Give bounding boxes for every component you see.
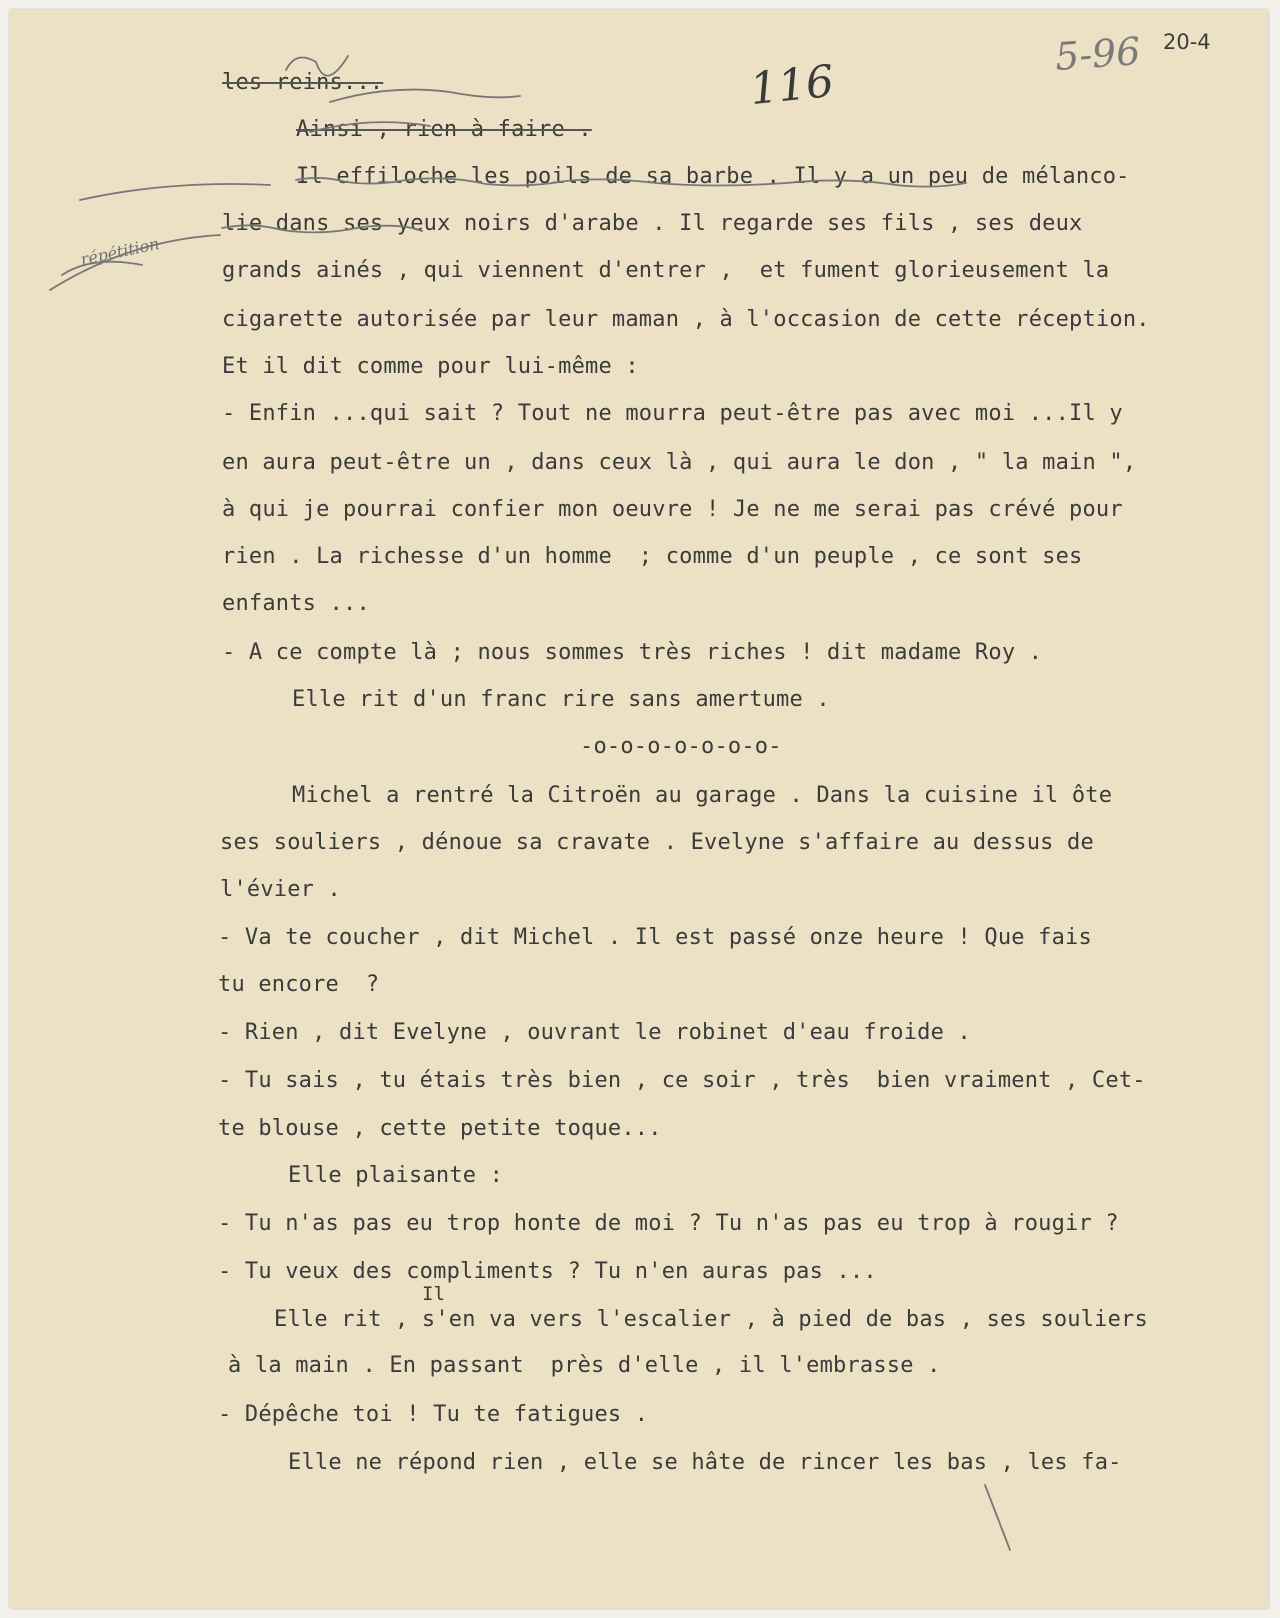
page-number: 20-4 xyxy=(1163,30,1211,54)
text-line: ses souliers , dénoue sa cravate . Evelyne s'affaire au dessus de xyxy=(220,830,1094,855)
text-line: - Enfin ...qui sait ? Tout ne mourra peut-être pas avec moi ...Il y xyxy=(222,401,1123,426)
typescript-page xyxy=(10,10,1268,1608)
margin-note: répétition xyxy=(78,233,161,270)
folio-handwritten: 5-96 xyxy=(1053,29,1142,79)
text-line: à la main . En passant près d'elle , il l'embrasse . xyxy=(228,1353,941,1378)
text-line: les reins... xyxy=(222,70,384,95)
text-line: enfants ... xyxy=(222,591,370,616)
text-line: - Va te coucher , dit Michel . Il est passé onze heure ! Que fais xyxy=(218,925,1092,950)
text-line: - Tu veux des compliments ? Tu n'en auras pas ... xyxy=(218,1259,877,1284)
text-line: Il effiloche les poils de sa barbe . Il y a un peu de mélanco- xyxy=(296,164,1130,189)
text-line: tu encore ? xyxy=(218,972,380,997)
text-line: l'évier . xyxy=(220,877,342,902)
page-number-handwritten: 116 xyxy=(747,55,837,116)
text-line: Et il dit comme pour lui-même : xyxy=(222,354,639,379)
text-line: rien . La richesse d'un homme ; comme d'un peuple , ce sont ses xyxy=(222,544,1083,569)
text-line: cigarette autorisée par leur maman , à l'occasion de cette réception. xyxy=(222,307,1150,332)
text-line: - Tu n'as pas eu trop honte de moi ? Tu n'as pas eu trop à rougir ? xyxy=(218,1211,1119,1236)
text-line: Elle rit , s'en va vers l'escalier , à pied de bas , ses souliers xyxy=(274,1307,1148,1332)
text-line: Elle plaisante : xyxy=(288,1163,504,1188)
text-line: te blouse , cette petite toque... xyxy=(218,1116,662,1141)
text-line: Elle rit d'un franc rire sans amertume . xyxy=(292,687,830,712)
text-line: Ainsi , rien à faire . xyxy=(296,117,592,142)
text-line: Michel a rentré la Citroën au garage . Dans la cuisine il ôte xyxy=(292,783,1113,808)
text-line: - Rien , dit Evelyne , ouvrant le robinet d'eau froide . xyxy=(218,1020,971,1045)
text-line: en aura peut-être un , dans ceux là , qui aura le don , " la main ", xyxy=(222,450,1137,475)
text-line: grands ainés , qui viennent d'entrer , et fument glorieusement la xyxy=(222,258,1110,283)
text-line: - Tu sais , tu étais très bien , ce soir , très bien vraiment , Cet- xyxy=(218,1068,1146,1093)
section-divider: -o-o-o-o-o-o-o- xyxy=(580,734,782,759)
text-line: - A ce compte là ; nous sommes très riches ! dit madame Roy . xyxy=(222,640,1043,665)
text-line: lie dans ses yeux noirs d'arabe . Il regarde ses fils , ses deux xyxy=(222,211,1083,236)
text-line: Elle ne répond rien , elle se hâte de rincer les bas , les fa- xyxy=(288,1450,1122,1475)
interlinear-insertion: Il xyxy=(422,1283,446,1305)
text-line: - Dépêche toi ! Tu te fatigues . xyxy=(218,1402,649,1427)
text-line: à qui je pourrai confier mon oeuvre ! Je ne me serai pas crévé pour xyxy=(222,497,1123,522)
